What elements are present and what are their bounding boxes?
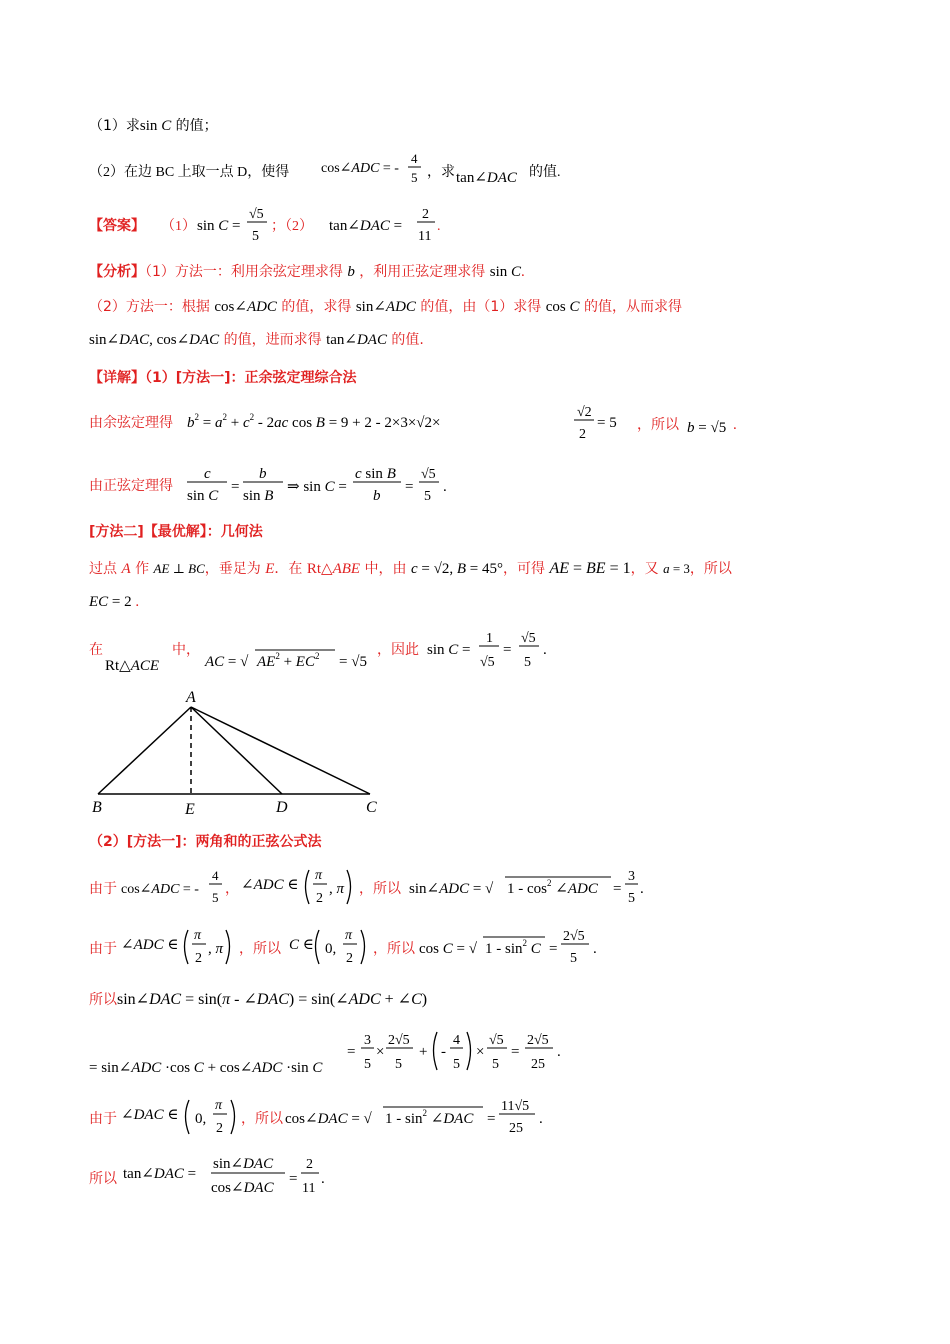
svg-text:5: 5 (628, 891, 635, 906)
svg-text:，所以: ，所以 (239, 942, 281, 957)
svg-text:tan∠DAC: tan∠DAC (456, 170, 517, 186)
svg-text:, π: , π (208, 941, 224, 957)
svg-text:√5: √5 (489, 1033, 504, 1048)
svg-text:5: 5 (252, 229, 259, 244)
svg-text:=: = (347, 1044, 356, 1060)
svg-text:5: 5 (424, 489, 431, 504)
svg-text:2: 2 (306, 1157, 313, 1172)
svg-text:11: 11 (302, 1181, 316, 1196)
svg-text:2: 2 (195, 951, 202, 966)
svg-text:.: . (640, 881, 644, 897)
svg-text:= sin∠ADC ·cos C + cos∠ADC ·si: = sin∠ADC ·cos C + cos∠ADC ·sin C (89, 1060, 323, 1076)
part2-line-5 (89, 1092, 569, 1142)
part2-line-6 (89, 1150, 389, 1200)
svg-text:中，: 中， (172, 643, 200, 658)
svg-text:5: 5 (453, 1057, 460, 1072)
svg-text:=: = (511, 1044, 520, 1060)
svg-text:√2: √2 (577, 405, 592, 420)
svg-text:25: 25 (531, 1057, 545, 1072)
svg-text:= √5: = √5 (339, 654, 367, 670)
svg-text:2√5: 2√5 (563, 929, 585, 944)
svg-text:5: 5 (364, 1057, 371, 1072)
svg-text:=: = (549, 941, 558, 957)
svg-text:由于: 由于 (89, 942, 117, 957)
detail-heading-3: （2）[方法一]：两角和的正弦公式法 (89, 834, 322, 850)
svg-text:∠ADC ∈: ∠ADC ∈ (241, 877, 299, 893)
svg-text:，所以: ，所以 (241, 1112, 283, 1127)
svg-text:.: . (443, 479, 447, 495)
svg-text:5: 5 (524, 655, 531, 670)
svg-text:5: 5 (570, 951, 577, 966)
svg-text:√5: √5 (521, 631, 536, 646)
svg-text:=: = (231, 479, 240, 495)
svg-text:π: π (315, 868, 323, 883)
svg-text:+: + (419, 1044, 428, 1060)
svg-text:sin C: sin C (187, 488, 219, 504)
part2-line-4 (89, 1026, 589, 1082)
svg-text:cos∠DAC = √: cos∠DAC = √ (285, 1111, 372, 1127)
question-2 (89, 152, 569, 192)
method1-line-1: 由余弦定理得 $b^2 = a^2 + c^2 - 2ac$ cos B = 9 + 2 - 2×3×√2× √2 2 = 5 ，所以 b = √5 . (89, 405, 737, 442)
svg-text:2: 2 (346, 951, 353, 966)
svg-text:b: b (373, 488, 381, 504)
method1-line-2 (89, 460, 509, 510)
svg-text:π: π (215, 1098, 223, 1113)
svg-text:b2 = a2 + c2 - 2ac cos B = 9 +: $b^2 = a^2 + c^2 - 2ac$ cos B = 9 + 2 - 2×3×√2× (187, 412, 441, 431)
svg-text:1 - cos2 ∠ADC: $1 - \cos^2$ ∠ADC (507, 878, 598, 897)
svg-text:11√5: 11√5 (501, 1099, 530, 1114)
label-D: D (276, 799, 288, 816)
svg-text:的值.: 的值. (529, 165, 561, 180)
svg-text:在: 在 (89, 643, 103, 658)
svg-text:C ∈: C ∈ (289, 937, 314, 953)
label-E: E (185, 801, 195, 818)
svg-text:cos∠DAC: cos∠DAC (211, 1180, 274, 1196)
svg-text:=: = (289, 1171, 298, 1187)
svg-text:4: 4 (453, 1033, 460, 1048)
answer-line (89, 200, 469, 246)
svg-text:c sin B: c sin B (355, 466, 396, 482)
svg-text:π: π (345, 928, 353, 943)
svg-text:.: . (321, 1171, 325, 1187)
svg-text:，因此: ，因此 (377, 643, 419, 658)
svg-text:2: 2 (422, 207, 429, 222)
svg-text:由正弦定理得: 由正弦定理得 (89, 479, 173, 494)
svg-text:√5: √5 (480, 655, 495, 670)
question-1: （1）求sin C 的值； (89, 118, 218, 134)
svg-text:.: . (557, 1044, 561, 1060)
label-A: A (186, 689, 196, 706)
svg-text:.: . (437, 219, 441, 234)
svg-text:2: 2 (579, 427, 586, 442)
svg-text:4: 4 (212, 868, 219, 883)
svg-text:，求: ，求 (427, 165, 455, 180)
svg-text:2√5: 2√5 (388, 1033, 410, 1048)
svg-text:cos C = √: cos C = √ (419, 941, 477, 957)
svg-text:.: . (593, 941, 597, 957)
svg-text:c: c (204, 466, 211, 482)
svg-text:.: . (543, 642, 547, 658)
answer-label: 【答案】 (89, 219, 145, 234)
svg-text:5: 5 (395, 1057, 402, 1072)
svg-text:sin∠DAC: sin∠DAC (213, 1156, 274, 1172)
svg-text:1 - sin2 ∠DAC: $1 - \sin^2$ ∠DAC (385, 1108, 474, 1127)
svg-text:3: 3 (364, 1033, 371, 1048)
method2-line-1: 过点 A 作 AE ⊥ BC，垂足为 E．在 Rt△ABE 中，由 c = √2, B = 45°，可得 AE = BE = 1，又 a = 3，所以 (89, 560, 732, 577)
detail-label: 【详解】 (89, 370, 145, 386)
svg-text:5: 5 (411, 170, 418, 185)
svg-text:4: 4 (411, 152, 418, 166)
svg-text:∠ADC ∈: ∠ADC ∈ (121, 937, 179, 953)
svg-text:sin∠ADC = √: sin∠ADC = √ (409, 881, 494, 897)
svg-text:-: - (441, 1044, 446, 1060)
svg-text:所以: 所以 (89, 1172, 117, 1187)
analysis-line-3: sin∠DAC, cos∠DAC 的值，进而求得 tan∠DAC 的值. (89, 332, 424, 348)
part2-line-2 (89, 922, 629, 972)
detail-heading-2: [方法二]【最优解】：几何法 (89, 524, 263, 540)
svg-text:3: 3 (628, 869, 635, 884)
svg-text:= 5: = 5 (597, 415, 617, 431)
svg-text:1: 1 (486, 631, 493, 646)
label-C: C (366, 799, 377, 816)
analysis-label: 【分析】 (89, 264, 145, 280)
svg-text:11: 11 (418, 229, 432, 244)
svg-text:；（2）: ；（2） (271, 219, 313, 234)
svg-text:5: 5 (212, 890, 219, 905)
svg-text:，所以: ，所以 (373, 942, 415, 957)
analysis-line-1: 【分析】（1）方法一：利用余弦定理求得 b ，利用正弦定理求得 sin C. (89, 264, 525, 280)
svg-text:，所以: ，所以 (359, 882, 401, 897)
svg-text:2: 2 (216, 1121, 223, 1136)
svg-text:（2）在边 BC 上取一点 D，使得: （2）在边 BC 上取一点 D，使得 (89, 165, 290, 180)
svg-text:5: 5 (492, 1057, 499, 1072)
svg-text:由于: 由于 (89, 1112, 117, 1127)
svg-text:，: ， (225, 882, 239, 897)
svg-text:×: × (376, 1044, 385, 1060)
svg-text:1 - sin2 C: $1 - \sin^2 C$ (485, 938, 541, 957)
svg-text:sin C =: sin C = (427, 642, 471, 658)
svg-text:AE2 + EC2: $AE^2 + EC^2$ (257, 651, 320, 670)
svg-text:, π: , π (329, 881, 345, 897)
svg-text:AC = √: AC = √ (205, 654, 249, 670)
svg-text:由于: 由于 (89, 882, 117, 897)
part2-line-3: 所以sin∠DAC = sin(π - ∠DAC) = sin(∠ADC + ∠C) (89, 991, 428, 1008)
svg-text:=: = (503, 642, 512, 658)
svg-text:cos∠ADC = -: cos∠ADC = - (121, 882, 199, 897)
svg-text:b: b (259, 466, 267, 482)
svg-text:=: = (405, 479, 414, 495)
svg-text:⇒ sin C =: ⇒ sin C = (287, 479, 347, 495)
svg-text:π: π (194, 928, 202, 943)
svg-text:tan∠DAC =: tan∠DAC = (123, 1166, 197, 1182)
svg-text:0,: 0, (325, 941, 337, 957)
svg-text:×: × (476, 1044, 485, 1060)
svg-text:Rt△ACE: Rt△ACE (105, 658, 160, 674)
part2-line-1 (89, 862, 669, 912)
svg-text:2√5: 2√5 (527, 1033, 549, 1048)
svg-text:=: = (613, 881, 622, 897)
svg-text:∠DAC ∈: ∠DAC ∈ (121, 1107, 179, 1123)
svg-text:2: 2 (316, 891, 323, 906)
method2-line-2: EC = 2 . (89, 594, 140, 610)
svg-text:tan∠DAC =: tan∠DAC = (329, 218, 403, 234)
svg-text:（1）: （1） (161, 219, 196, 234)
svg-text:sin C =: sin C = (197, 218, 241, 234)
svg-text:.: . (539, 1111, 543, 1127)
label-B: B (92, 799, 102, 816)
detail-heading-1: 【详解】（1）[方法一]：正余弦定理综合法 (89, 370, 357, 386)
svg-text:sin B: sin B (243, 488, 274, 504)
svg-text:√5: √5 (421, 467, 436, 482)
svg-text:=: = (487, 1111, 496, 1127)
svg-text:25: 25 (509, 1121, 523, 1136)
analysis-line-2: （2）方法一：根据 cos∠ADC 的值，求得 sin∠ADC 的值，由（1）求得 cos C 的值，从而求得 (89, 299, 682, 315)
svg-text:0,: 0, (195, 1111, 207, 1127)
triangle-figure (88, 684, 388, 825)
svg-text:cos∠ADC = -: cos∠ADC = - (321, 161, 399, 176)
method2-line-3 (89, 624, 569, 676)
svg-text:√5: √5 (249, 207, 264, 222)
svg-text:由余弦定理得: 由余弦定理得 (89, 416, 173, 431)
